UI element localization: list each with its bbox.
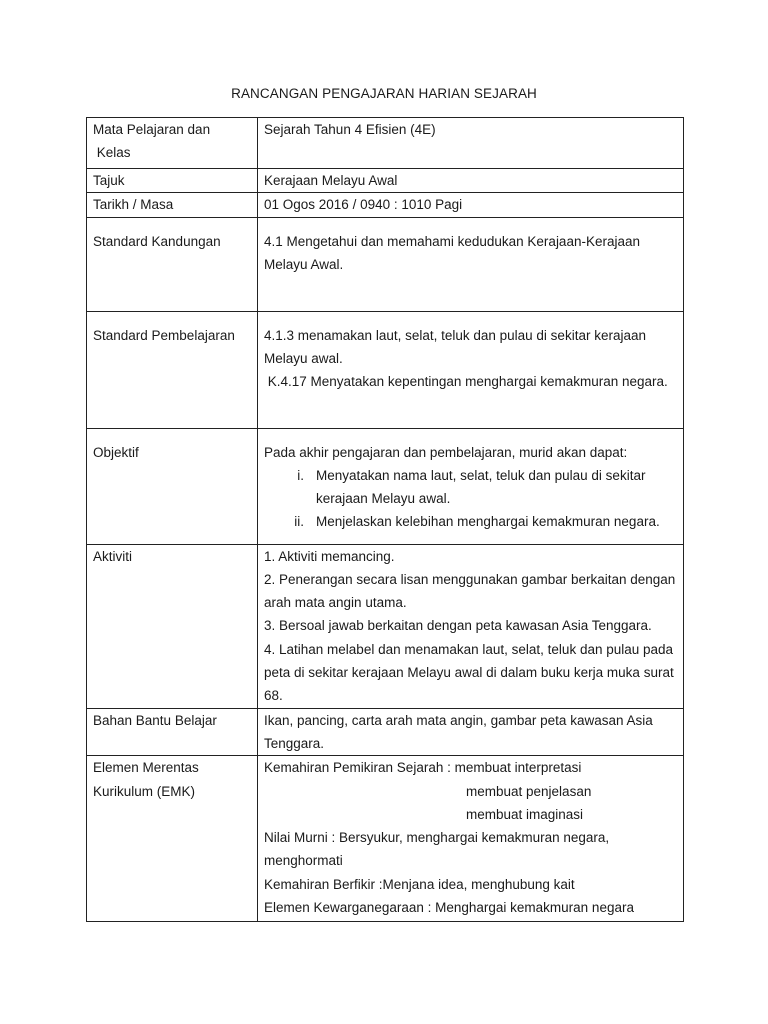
row-bahan-bantu-belajar bbox=[87, 708, 684, 756]
label-standard-kandungan: Standard Kandungan bbox=[93, 233, 221, 249]
aktiviti-item: 3. Bersoal jawab berkaitan dengan peta kawasan Asia Tenggara. bbox=[264, 618, 652, 634]
objektif-intro: Pada akhir pengajaran dan pembelajaran, murid akan dapat: bbox=[264, 444, 628, 460]
value-bahan-bantu-belajar: Ikan, pancing, carta arah mata angin, gambar peta kawasan Asia Tenggara. bbox=[264, 712, 653, 751]
value-cell bbox=[258, 118, 684, 169]
label-bahan-bantu-belajar: Bahan Bantu Belajar bbox=[93, 712, 217, 728]
row-standard-kandungan bbox=[87, 217, 684, 311]
value-mata-pelajaran: Sejarah Tahun 4 Efisien (4E) bbox=[264, 122, 436, 137]
value-standard-kandungan: 4.1 Mengetahui dan memahami kedudukan Kerajaan-Kerajaan Melayu Awal. bbox=[264, 233, 640, 272]
row-tarikh bbox=[87, 193, 684, 217]
label-aktiviti: Aktiviti bbox=[93, 548, 133, 564]
row-standard-pembelajaran bbox=[87, 311, 684, 428]
label-standard-pembelajaran: Standard Pembelajaran bbox=[93, 327, 235, 343]
label-emk-line2: Kurikulum (EMK) bbox=[93, 783, 196, 799]
emk-pemikiran-sejarah: Kemahiran Pemikiran Sejarah : membuat interpretasi bbox=[264, 760, 582, 776]
value-tajuk: Kerajaan Melayu Awal bbox=[264, 173, 398, 188]
value-tarikh: 01 Ogos 2016 / 0940 : 1010 Pagi bbox=[264, 197, 463, 213]
objektif-item-number: ii. bbox=[294, 514, 304, 530]
label-kelas: Kelas bbox=[93, 145, 131, 161]
document-title: RANCANGAN PENGAJARAN HARIAN SEJARAH bbox=[231, 86, 537, 101]
label-emk-line1: Elemen Merentas bbox=[93, 760, 199, 776]
aktiviti-item: 1. Aktiviti memancing. bbox=[264, 548, 395, 564]
row-tajuk bbox=[87, 169, 684, 193]
row-aktiviti bbox=[87, 544, 684, 708]
objektif-item bbox=[264, 510, 679, 533]
objektif-item-text: Menjelaskan kelebihan menghargai kemakmuran negara. bbox=[316, 514, 660, 530]
label-tarikh: Tarikh / Masa bbox=[93, 197, 174, 213]
label-mata-pelajaran: Mata Pelajaran dan bbox=[93, 122, 211, 137]
emk-pemikiran-penjelasan: membuat penjelasan bbox=[466, 783, 592, 799]
row-objektif bbox=[87, 428, 684, 544]
label-cell bbox=[87, 118, 258, 169]
label-objektif: Objektif bbox=[93, 444, 139, 460]
aktiviti-item: 2. Penerangan secara lisan menggunakan gambar berkaitan dengan arah mata angin utama. bbox=[264, 571, 676, 611]
objektif-item-number: i. bbox=[297, 467, 304, 483]
lesson-plan-table bbox=[86, 117, 684, 922]
label-tajuk: Tajuk bbox=[93, 173, 125, 188]
objektif-item-text: Menyatakan nama laut, selat, teluk dan pulau di sekitar kerajaan Melayu awal. bbox=[316, 467, 646, 507]
aktiviti-item: 4. Latihan melabel dan menamakan laut, selat, teluk dan pulau pada peta di sekitar kerajaan Melayu awal di dalam buku kerja muka surat 68. bbox=[264, 641, 674, 704]
emk-kemahiran-berfikir: Kemahiran Berfikir :Menjana idea, menghubung kait bbox=[264, 876, 575, 892]
row-mata-pelajaran bbox=[87, 118, 684, 169]
objektif-item bbox=[264, 464, 679, 511]
value-standard-pembelajaran-2: K.4.17 Menyatakan kepentingan menghargai kemakmuran negara. bbox=[264, 374, 668, 390]
emk-kewarganegaraan: Elemen Kewarganegaraan : Menghargai kemakmuran negara bbox=[264, 900, 634, 916]
emk-nilai-murni: Nilai Murni : Bersyukur, menghargai kemakmuran negara, menghormati bbox=[264, 830, 610, 869]
value-standard-pembelajaran-1: 4.1.3 menamakan laut, selat, teluk dan pulau di sekitar kerajaan Melayu awal. bbox=[264, 327, 646, 366]
row-emk bbox=[87, 756, 684, 922]
emk-pemikiran-imaginasi: membuat imaginasi bbox=[466, 806, 584, 822]
